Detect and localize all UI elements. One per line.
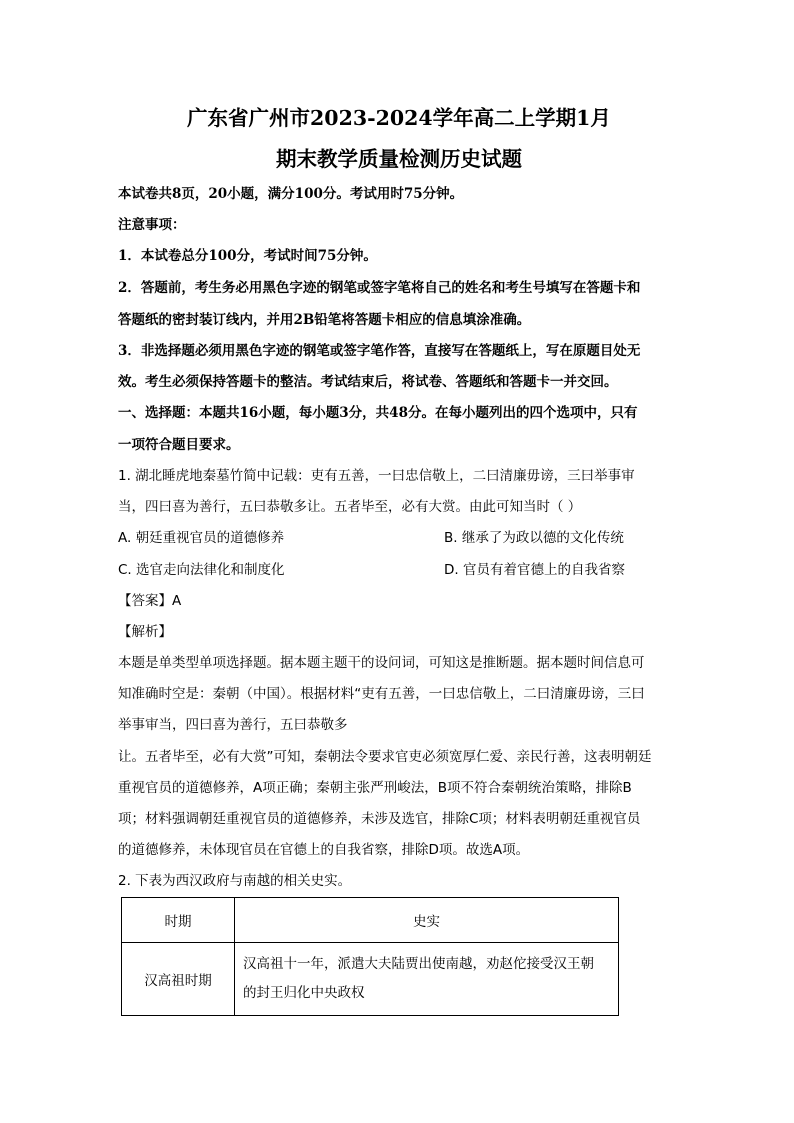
notice-item-1: 1．本试卷总分100分，考试时间75分钟。 <box>118 248 377 264</box>
question-1-option-a: A. 朝廷重视官员的道德修养 <box>118 530 285 546</box>
analysis-line-2: 知准确时空是：秦朝（中国）。根据材料“吏有五善，一曰忠信敬上，二曰清廉毋谤，三曰 <box>118 686 645 702</box>
analysis-line-6: 项；材料强调朝廷重视官员的道德修养，未涉及选官，排除C项；材料表明朝廷重视官员 <box>118 811 641 827</box>
history-facts-table <box>121 897 619 1016</box>
analysis-line-5: 重视官员的道德修养，A项正确；秦朝主张严刑峻法，B项不符合秦朝统治策略，排除B <box>118 780 632 796</box>
analysis-line-3: 举事审当，四曰喜为善行，五曰恭敬多 <box>118 717 348 733</box>
question-1-option-b: B. 继承了为政以德的文化传统 <box>444 530 624 546</box>
question-1-answer: 【答案】A <box>118 593 182 609</box>
table-header-row <box>122 898 619 943</box>
analysis-line-7: 的道德修养，未体现官员在官德上的自我省察，排除D项。故选A项。 <box>118 842 530 858</box>
exam-summary: 本试卷共8页，20小题，满分100分。考试用时75分钟。 <box>118 186 464 202</box>
column-header-period: 时期 <box>122 898 235 943</box>
table-row <box>122 943 619 1016</box>
question-1-option-c: C. 选官走向法律化和制度化 <box>118 562 285 578</box>
section-heading-line-1: 一、选择题：本题共16小题，每小题3分，共48分。在每小题列出的四个选项中，只有 <box>118 405 638 421</box>
question-1-stem-line-2: 当，四曰喜为善行，五曰恭敬多让。五者毕至，必有大赏。由此可知当时（ ） <box>118 499 582 515</box>
column-header-fact: 史实 <box>235 898 619 943</box>
notice-item-2-line-1: 2．答题前，考生务必用黑色字迹的钢笔或签字笔将自己的姓名和考生号填写在答题卡和 <box>118 280 641 296</box>
question-1-option-d: D. 官员有着官德上的自我省察 <box>444 562 625 578</box>
notice-heading: 注意事项： <box>118 217 186 233</box>
section-heading-line-2: 一项符合题目要求。 <box>118 437 240 453</box>
notice-item-2-line-2: 答题纸的密封装订线内，并用2B铅笔将答题卡相应的信息填涂准确。 <box>118 312 531 328</box>
question-2-stem: 2. 下表为西汉政府与南越的相关史实。 <box>118 873 352 889</box>
analysis-line-4: 让。五者毕至，必有大赏”可知，秦朝法令要求官吏必须宽厚仁爱、亲民行善，这表明朝廷 <box>118 749 652 765</box>
table-cell-period: 汉高祖时期 <box>122 943 235 1016</box>
exam-title-line-2: 期末教学质量检测历史试题 <box>276 147 522 171</box>
fact-line-2: 的封王归化中央政权 <box>243 985 365 1001</box>
question-1-stem-line-1: 1. 湖北睡虎地秦墓竹简中记载：吏有五善，一曰忠信敬上，二曰清廉毋谤，三曰举事审 <box>118 468 635 484</box>
notice-item-3-line-1: 3．非选择题必须用黑色字迹的钢笔或签字笔作答，直接写在答题纸上，写在原题目处无 <box>118 343 641 359</box>
fact-line-1: 汉高祖十一年，派遣大夫陆贾出使南越，劝赵佗接受汉王朝 <box>243 956 594 972</box>
exam-title-line-1: 广东省广州市2023-2024学年高二上学期1月 <box>187 106 611 130</box>
question-1-analysis-heading: 【解析】 <box>118 624 172 640</box>
notice-item-3-line-2: 效。考生必须保持答题卡的整洁。考试结束后，将试卷、答题纸和答题卡一并交回。 <box>118 374 618 390</box>
table-cell-fact <box>235 943 619 1016</box>
analysis-line-1: 本题是单类型单项选择题。据本题主题干的设问词，可知这是推断题。据本题时间信息可 <box>118 655 645 671</box>
